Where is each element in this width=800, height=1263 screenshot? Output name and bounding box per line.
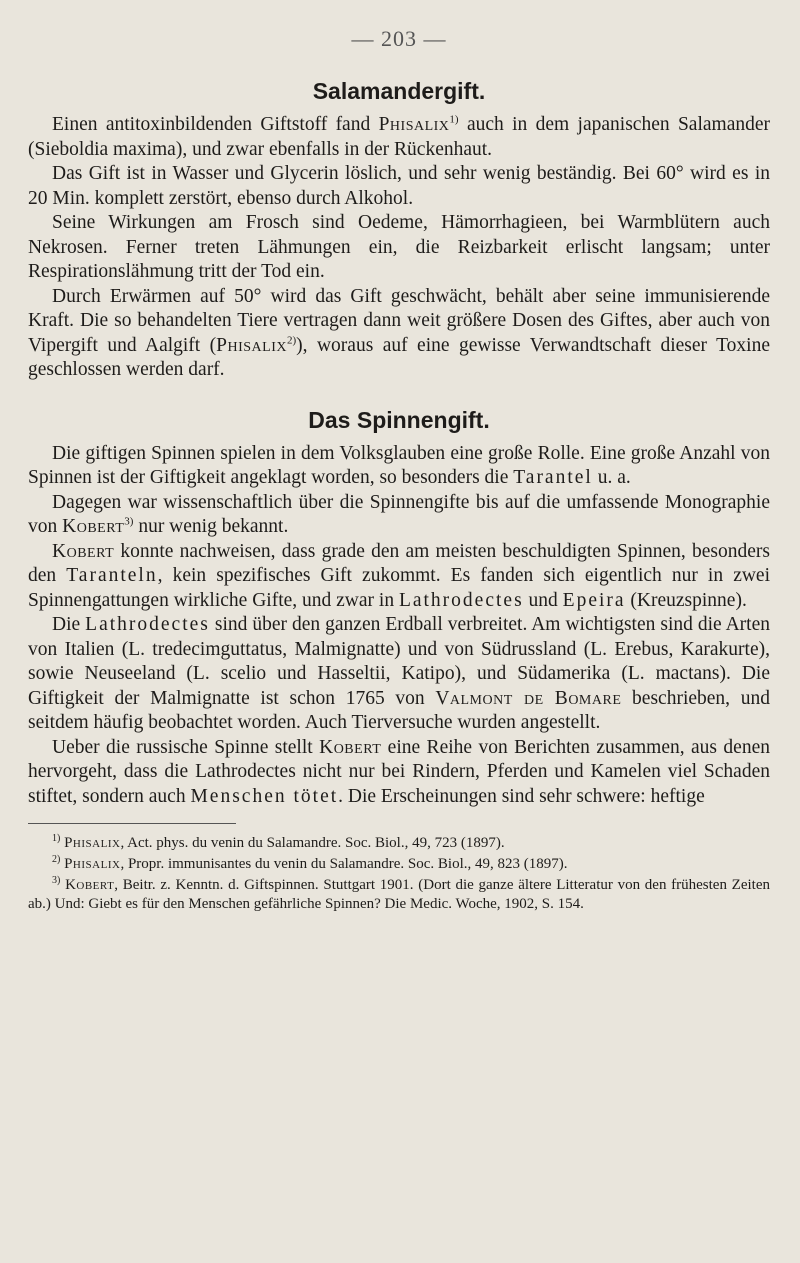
footnote-mark: 2)	[52, 854, 61, 865]
page-number: — 203 —	[351, 26, 447, 51]
spaced-term: Tarantel	[513, 467, 593, 488]
footnote-text: , Propr. immunisantes du venin du Salamandre. Soc. Biol., 49, 823 (1897).	[120, 856, 568, 872]
author-name: Kobert	[65, 877, 115, 893]
author-name: Kobert	[52, 540, 115, 562]
paragraph	[28, 491, 770, 540]
text-run: u. a.	[592, 467, 631, 488]
text-run: auch in dem japanischen Salamander (Sieboldia maxima), und zwar ebenfalls in der Rückenhaut.	[28, 114, 770, 160]
spaced-term: Taranteln	[66, 565, 158, 586]
spaced-term: Lathrodectes	[85, 614, 210, 635]
spaced-term: Menschen tötet	[190, 785, 339, 807]
section-heading-salamandergift: Salamandergift.	[312, 78, 486, 104]
paragraph	[28, 613, 770, 736]
author-name: Valmont de Bomare	[435, 687, 622, 709]
author-name: Kobert	[62, 516, 125, 537]
footnote-text: , Act. phys. du venin du Salamandre. Soc. Biol., 49, 723 (1897).	[120, 835, 505, 851]
text-run: ), woraus auf eine gewisse Verwandtschaft dieser Toxine geschlossen werden darf.	[28, 334, 770, 380]
text-run: Ueber die russische Spinne stellt	[52, 736, 320, 758]
footnote	[28, 855, 770, 874]
text-run: und	[523, 589, 563, 611]
footnote-divider	[28, 823, 236, 824]
text-run: sind über den ganzen Erdball verbreitet. Am wichtigsten sind die Arten von Italien (L. tredecimguttatus, Malmignatte) und von Südrussland (L. Erebus, Karakurte), sowie Neuseeland (L. scelio und Hasseltii, Katipo), und Südamerika (L. mactans). Die Giftigkeit der Malmignatte ist schon 1765 von	[28, 614, 771, 709]
text-run: Durch Erwärmen auf 50° wird das Gift geschwächt, behält aber seine immunisierende Kraft. Die so behandelten Tiere vertragen dann weit größere Dosen des Giftes, aber auch von Vipergift und Aalgift (	[28, 285, 770, 356]
paragraph: Das Gift ist in Wasser und Glycerin löslich, und sehr wenig beständig. Bei 60° wird es in 20 Min. komplett zerstört, ebenso durch Alkohol.	[28, 163, 770, 209]
footnote	[28, 834, 770, 853]
footnote-ref: 1)	[449, 113, 459, 126]
author-name: Phisalix	[378, 114, 450, 135]
author-name: Kobert	[319, 736, 382, 758]
text-run: Einen antitoxinbildenden Giftstoff fand	[52, 114, 379, 135]
text-run: Dagegen war wissenschaftlich über die Spinnengifte bis auf die umfassende Monographie von	[28, 491, 770, 537]
author-name: Phisalix	[216, 334, 287, 356]
author-name: Phisalix	[64, 835, 121, 851]
text-run: . Die Erscheinungen sind sehr schwere: heftige	[338, 785, 705, 807]
author-name: Phisalix	[64, 856, 121, 872]
text-run: nur wenig bekannt.	[133, 516, 289, 537]
paragraph	[28, 442, 770, 491]
footnote-ref: 3)	[124, 515, 134, 528]
text-run: Die giftigen Spinnen spielen in dem Volksglauben eine große Rolle. Eine große Anzahl von Spinnen ist der Giftigkeit angeklagt worden, so besonders die	[28, 442, 770, 488]
spaced-term: Epeira	[562, 589, 626, 611]
text-run: konnte nachweisen, dass grade den am meisten beschuldigten Spinnen, besonders den	[28, 540, 770, 586]
text-run: eine Reihe von Berichten zusammen, aus denen hervorgeht, dass die Lathrodectes nicht nur bei Rindern, Pferden und Kamelen viel Schaden stiftet, sondern auch	[28, 736, 770, 807]
footnote-text: , Beitr. z. Kenntn. d. Giftspinnen. Stuttgart 1901. (Dort die ganze ältere Litteratur von den frühesten Zeiten ab.) Und: Giebt es für den Menschen gefährliche Spinnen? Die Medic. Woche, 1902, S. 154.	[28, 877, 770, 912]
footnote-mark: 1)	[52, 833, 61, 844]
document-page	[28, 26, 770, 916]
text-run: , kein spezifisches Gift zukommt. Es fanden sich eigentlich nur in zwei Spinnengattungen wirkliche Gifte, und zwar in	[28, 565, 770, 611]
paragraph: Seine Wirkungen am Frosch sind Oedeme, Hämorrhagieen, bei Warmblütern auch Nekrosen. Ferner treten Lähmungen ein, die Reizbarkeit erlischt langsam; unter Respirationslähmung tritt der Tod ein.	[28, 212, 770, 282]
paragraph	[28, 285, 770, 383]
footnote	[28, 876, 770, 914]
footnote-mark: 3)	[52, 875, 61, 886]
paragraph	[28, 540, 770, 614]
section-heading-spinnengift: Das Spinnengift.	[308, 406, 490, 433]
footnote-ref: 2)	[287, 334, 297, 346]
paragraph	[28, 736, 770, 810]
text-run: (Kreuzspinne).	[625, 589, 747, 611]
spaced-term: Lathrodectes	[398, 589, 524, 611]
text-run: Die	[52, 614, 86, 635]
paragraph	[28, 113, 770, 162]
text-run: beschrieben, und seitdem häufig beobachtet worden. Auch Tierversuche wurden angestellt.	[28, 687, 770, 733]
